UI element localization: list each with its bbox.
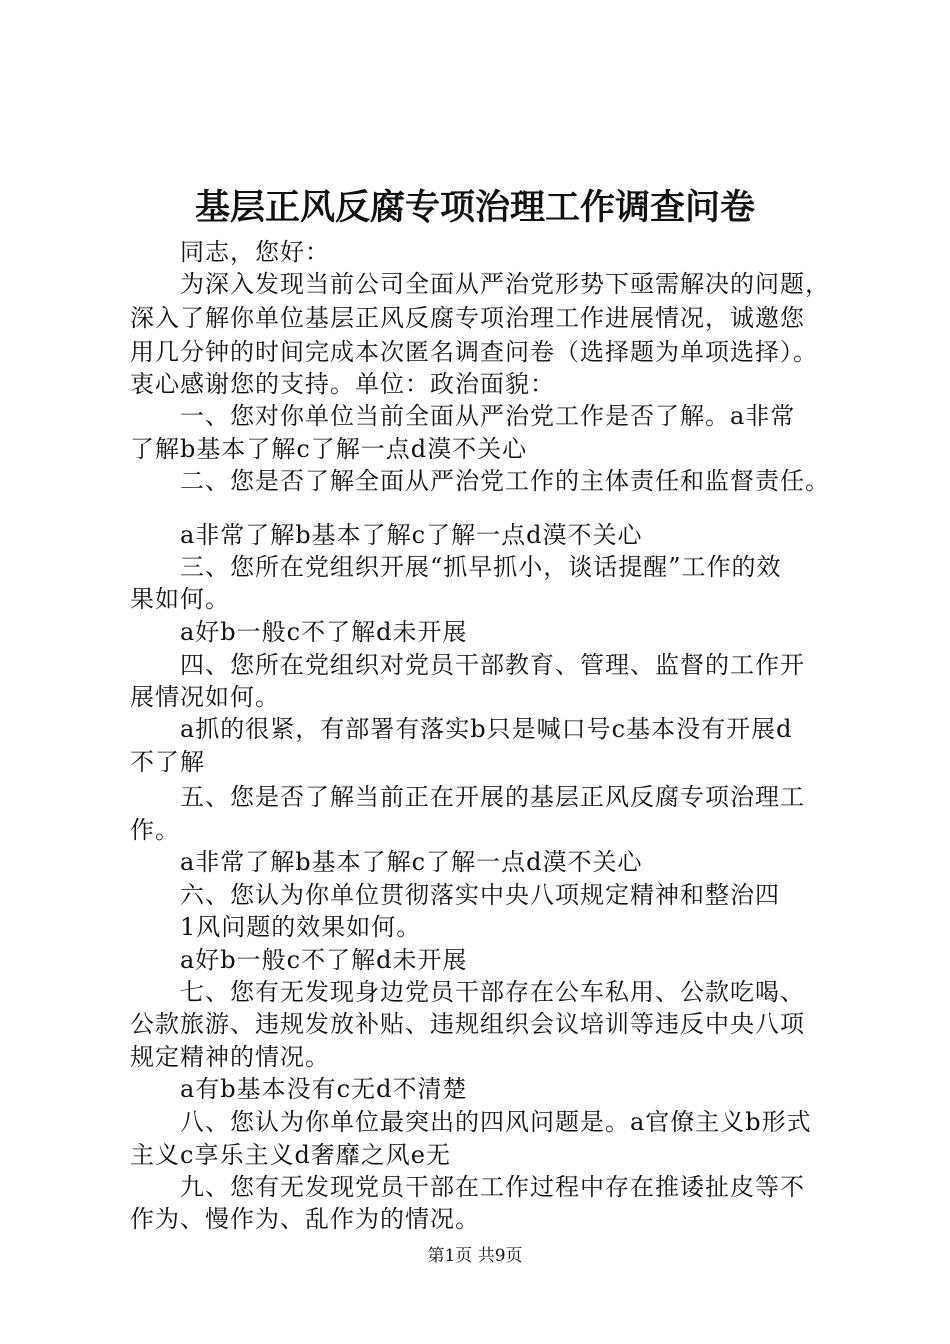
text-line: a有b基本没有c无d不清楚: [180, 1075, 468, 1103]
text-line: 二、您是否了解全面从严治党工作的主体责任和监督责任。: [180, 467, 830, 495]
page-number: 第1页 共9页: [427, 1246, 523, 1266]
text-line: 深入了解你单位基层正风反腐专项治理工作进展情况，诚邀您: [130, 304, 805, 332]
text-line: 了解b基本了解c了解一点d漠不关心: [130, 435, 528, 463]
text-line: 不了解: [130, 748, 205, 776]
document-title: 基层正风反腐专项治理工作调查问卷: [194, 187, 755, 228]
text-line: 1风问题的效果如何。: [180, 913, 422, 941]
text-line: 八、您认为你单位最突出的四风问题是。a官僚主义b形式: [180, 1108, 812, 1136]
text-line: 四、您所在党组织对党员干部教育、管理、监督的工作开: [180, 651, 805, 679]
text-line: 作为、慢作为、乱作为的情况。: [130, 1205, 480, 1233]
text-line: a好b一般c不了解d未开展: [180, 946, 468, 974]
text-line: 作。: [130, 816, 180, 844]
text-line: a好b一般c不了解d未开展: [180, 618, 468, 646]
text-line: 九、您有无发现党员干部在工作过程中存在推诿扯皮等不: [180, 1173, 805, 1201]
text-line: 一、您对你单位当前全面从严治党工作是否了解。a非常: [180, 402, 796, 430]
text-line: 展情况如何。: [130, 683, 280, 711]
text-line: 五、您是否了解当前正在开展的基层正风反腐专项治理工: [180, 783, 805, 811]
text-line: a非常了解b基本了解c了解一点d漠不关心: [180, 848, 643, 876]
text-line: 三、您所在党组织开展“抓早抓小，谈话提醒”工作的效: [180, 553, 782, 581]
text-line: 六、您认为你单位贯彻落实中央八项规定精神和整治四: [180, 881, 780, 909]
text-line: 衷心感谢您的支持。单位：政治面貌：: [130, 370, 555, 398]
text-line: 果如何。: [130, 585, 230, 613]
text-line: 为深入发现当前公司全面从严治党形势下亟需解决的问题，: [180, 270, 830, 298]
text-line: 规定精神的情况。: [130, 1043, 330, 1071]
text-line: 用几分钟的时间完成本次匿名调查问卷（选择题为单项选择）。: [130, 338, 818, 366]
text-line: a抓的很紧，有部署有落实b只是喊口号c基本没有开展d: [180, 715, 793, 743]
text-line: 主义c享乐主义d奢靡之风e无: [130, 1141, 452, 1169]
text-line: 同志，您好：: [180, 238, 330, 266]
text-line: 公款旅游、违规发放补贴、违规组织会议培训等违反中央八项: [130, 1010, 805, 1038]
text-line: 七、您有无发现身边党员干部存在公车私用、公款吃喝、: [180, 978, 805, 1006]
text-line: a非常了解b基本了解c了解一点d漠不关心: [180, 521, 643, 549]
